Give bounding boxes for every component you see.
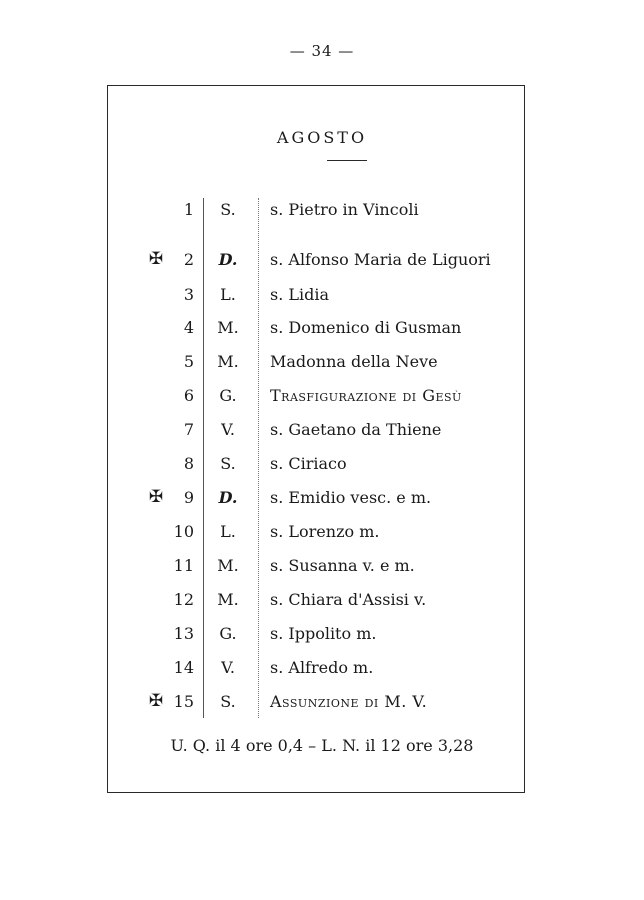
weekday: G.	[219, 624, 237, 643]
calendar-row	[0, 318, 644, 342]
weekday: M.	[217, 556, 239, 575]
weekday: D.	[218, 250, 238, 269]
feast-name: s. Alfredo m.	[270, 658, 374, 677]
feast-name: s. Alfonso Maria de Liguori	[270, 250, 491, 269]
weekday: D.	[218, 488, 238, 507]
calendar-row	[0, 522, 644, 546]
calendar-row	[0, 352, 644, 376]
weekday: V.	[221, 658, 235, 677]
day-number: 14	[173, 658, 194, 677]
calendar-row	[0, 624, 644, 648]
day-number: 11	[173, 556, 194, 575]
weekday: L.	[220, 522, 236, 541]
calendar-row	[0, 454, 644, 478]
day-number: 8	[183, 454, 194, 473]
day-number: 7	[183, 420, 194, 439]
calendar-row	[0, 386, 644, 410]
calendar-row	[0, 420, 644, 444]
day-number: 15	[173, 692, 194, 711]
day-number: 3	[183, 285, 194, 304]
day-number: 4	[183, 318, 194, 337]
weekday: M.	[217, 590, 239, 609]
weekday: M.	[217, 318, 239, 337]
feast-name: s. Susanna v. e m.	[270, 556, 415, 575]
weekday: G.	[219, 386, 237, 405]
page-number: — 34 —	[289, 42, 355, 60]
day-number: 10	[173, 522, 194, 541]
day-number: 5	[183, 352, 194, 371]
weekday: S.	[220, 200, 236, 219]
day-number: 13	[173, 624, 194, 643]
feast-name: Trasfigurazione di Gesù	[270, 386, 462, 405]
feast-name: s. Chiara d'Assisi v.	[270, 590, 427, 609]
calendar-row	[0, 285, 644, 309]
holy-day-cross-icon: ✠	[148, 691, 164, 711]
moon-phases: U. Q. il 4 ore 0,4 – L. N. il 12 ore 3,28	[170, 736, 474, 755]
calendar-row	[0, 590, 644, 614]
calendar-row	[0, 250, 644, 274]
day-number: 9	[183, 488, 194, 507]
feast-name: s. Lorenzo m.	[270, 522, 380, 541]
title-rule	[327, 160, 367, 161]
weekday: S.	[220, 692, 236, 711]
feast-name: Assunzione di M. V.	[270, 692, 428, 711]
feast-name: s. Gaetano da Thiene	[270, 420, 442, 439]
feast-name: s. Lidia	[270, 285, 330, 304]
day-number: 2	[183, 250, 194, 269]
month-title: AGOSTO	[276, 128, 368, 147]
weekday: M.	[217, 352, 239, 371]
feast-name: Madonna della Neve	[270, 352, 438, 371]
day-number: 12	[173, 590, 194, 609]
feast-name: s. Ippolito m.	[270, 624, 377, 643]
calendar-row	[0, 556, 644, 580]
feast-name: s. Pietro in Vincoli	[270, 200, 419, 219]
holy-day-cross-icon: ✠	[148, 487, 164, 507]
calendar-row	[0, 658, 644, 682]
weekday: S.	[220, 454, 236, 473]
holy-day-cross-icon: ✠	[148, 249, 164, 269]
calendar-row	[0, 200, 644, 224]
calendar-row	[0, 488, 644, 512]
weekday: L.	[220, 285, 236, 304]
feast-name: s. Domenico di Gusman	[270, 318, 462, 337]
calendar-row	[0, 692, 644, 716]
feast-name: s. Emidio vesc. e m.	[270, 488, 432, 507]
weekday: V.	[221, 420, 235, 439]
feast-name: s. Ciriaco	[270, 454, 347, 473]
day-number: 6	[183, 386, 194, 405]
day-number: 1	[183, 200, 194, 219]
